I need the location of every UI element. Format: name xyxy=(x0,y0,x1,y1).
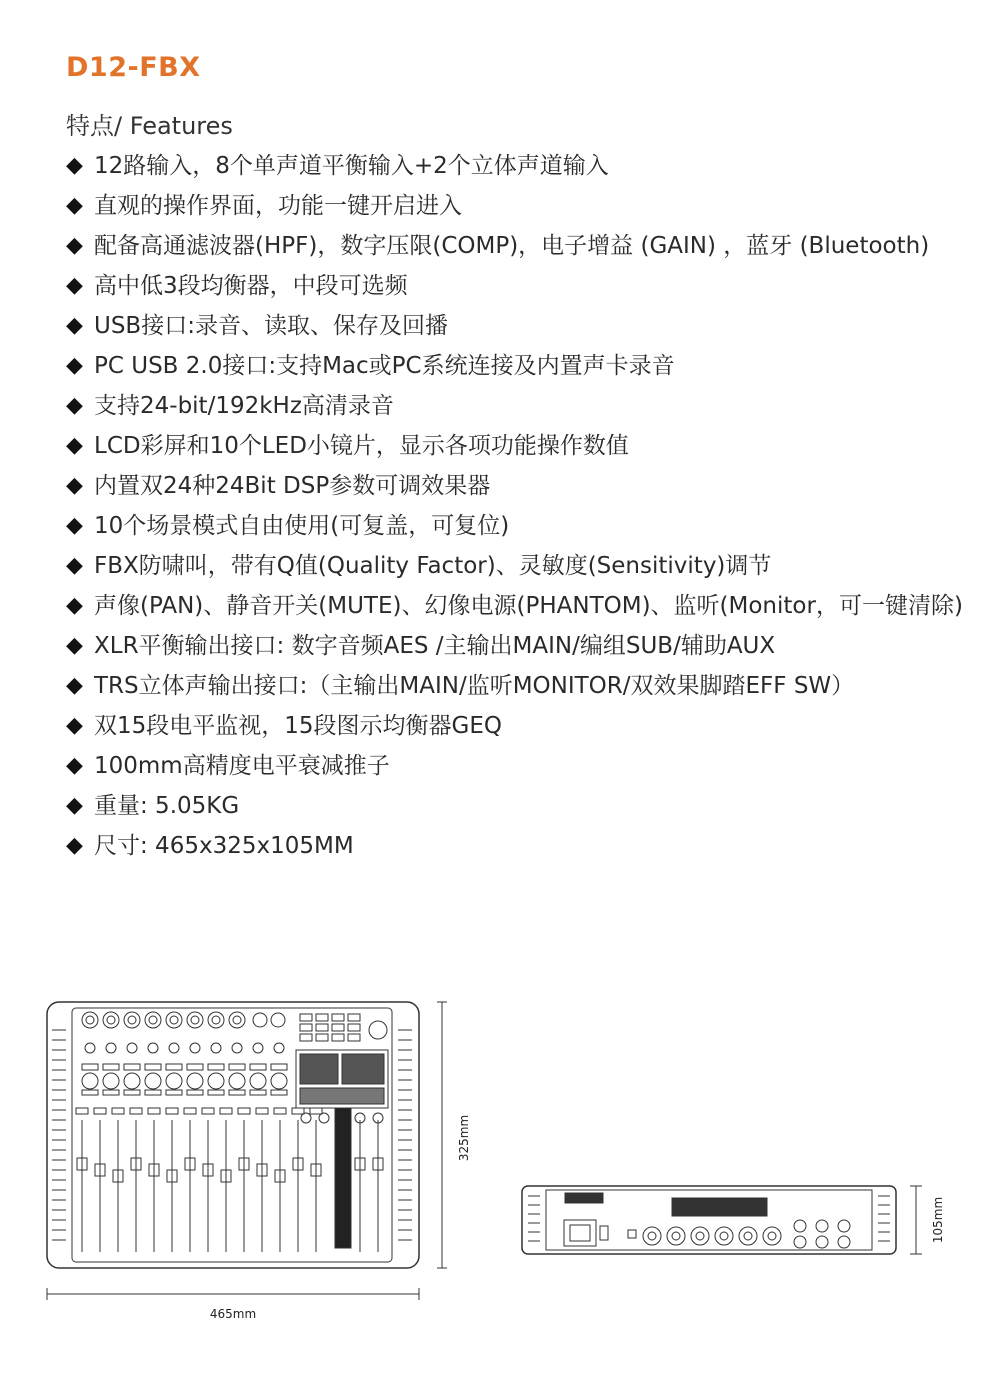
feature-item xyxy=(66,506,966,546)
feature-text: PC USB 2.0接口:支持Mac或PC系统连接及内置声卡录音 xyxy=(94,353,675,379)
feature-text: 尺寸: 465x325x105MM xyxy=(94,833,354,859)
feature-item xyxy=(66,706,966,746)
product-title: D12-FBX xyxy=(66,52,201,83)
bullet-diamond-icon: ◆ xyxy=(66,273,83,298)
features-list xyxy=(66,146,966,866)
bullet-diamond-icon: ◆ xyxy=(66,313,83,338)
bullet-diamond-icon: ◆ xyxy=(66,713,83,738)
feature-text: USB接口:录音、读取、保存及回播 xyxy=(94,313,448,339)
feature-item xyxy=(66,266,966,306)
height-dimension xyxy=(910,1186,922,1254)
rear-view-drawing xyxy=(522,1186,896,1254)
bullet-diamond-icon: ◆ xyxy=(66,393,83,418)
feature-item xyxy=(66,386,966,426)
feature-text: 重量: 5.05KG xyxy=(94,793,240,819)
top-view-drawing xyxy=(47,1002,419,1268)
feature-text: 直观的操作界面，功能一键开启进入 xyxy=(94,193,462,219)
feature-item xyxy=(66,426,966,466)
width-dimension xyxy=(47,1288,419,1300)
feature-item xyxy=(66,346,966,386)
feature-item xyxy=(66,226,966,266)
bullet-diamond-icon: ◆ xyxy=(66,473,83,498)
feature-item xyxy=(66,586,966,626)
feature-item xyxy=(66,746,966,786)
feature-item xyxy=(66,186,966,226)
width-label: 465mm xyxy=(209,1307,257,1321)
feature-text: 内置双24种24Bit DSP参数可调效果器 xyxy=(94,473,491,499)
bullet-diamond-icon: ◆ xyxy=(66,513,83,538)
bullet-diamond-icon: ◆ xyxy=(66,193,83,218)
feature-text: LCD彩屏和10个LED小镜片，显示各项功能操作数值 xyxy=(94,433,629,459)
bullet-diamond-icon: ◆ xyxy=(66,233,83,258)
feature-text: XLR平衡输出接口: 数字音频AES /主输出MAIN/编组SUB/辅助AUX xyxy=(94,633,776,659)
product-drawings xyxy=(0,990,990,1400)
bullet-diamond-icon: ◆ xyxy=(66,553,83,578)
bullet-diamond-icon: ◆ xyxy=(66,793,83,818)
features-heading: 特点/ Features xyxy=(66,112,233,140)
feature-item xyxy=(66,146,966,186)
feature-item xyxy=(66,786,966,826)
feature-text: 双15段电平监视，15段图示均衡器GEQ xyxy=(94,713,502,739)
height-label: 105mm xyxy=(931,1196,945,1244)
feature-text: 10个场景模式自由使用(可复盖，可复位) xyxy=(94,513,510,539)
bullet-diamond-icon: ◆ xyxy=(66,153,83,178)
feature-text: 声像(PAN)、静音开关(MUTE)、幻像电源(PHANTOM)、监听(Monitor，可一键清除) xyxy=(94,593,963,619)
feature-item xyxy=(66,666,966,706)
bullet-diamond-icon: ◆ xyxy=(66,593,83,618)
depth-label: 325mm xyxy=(457,1114,471,1162)
bullet-diamond-icon: ◆ xyxy=(66,833,83,858)
feature-text: 高中低3段均衡器，中段可选频 xyxy=(94,273,408,299)
bullet-diamond-icon: ◆ xyxy=(66,753,83,778)
depth-dimension xyxy=(437,1002,447,1268)
feature-item xyxy=(66,546,966,586)
feature-item xyxy=(66,626,966,666)
feature-item xyxy=(66,826,966,866)
feature-text: 100mm高精度电平衰减推子 xyxy=(94,753,390,779)
feature-text: 配备高通滤波器(HPF)，数字压限(COMP)，电子增益 (GAIN) ，蓝牙 (Bluetooth) xyxy=(94,233,930,259)
feature-text: 12路输入，8个单声道平衡输入+2个立体声道输入 xyxy=(94,153,609,179)
feature-text: TRS立体声输出接口:（主输出MAIN/监听MONITOR/双效果脚踏EFF SW） xyxy=(94,673,855,699)
bullet-diamond-icon: ◆ xyxy=(66,633,83,658)
bullet-diamond-icon: ◆ xyxy=(66,433,83,458)
feature-text: 支持24-bit/192kHz高清录音 xyxy=(94,393,394,419)
bullet-diamond-icon: ◆ xyxy=(66,353,83,378)
feature-item xyxy=(66,306,966,346)
feature-text: FBX防啸叫，带有Q值(Quality Factor)、灵敏度(Sensitivity)调节 xyxy=(94,553,772,579)
bullet-diamond-icon: ◆ xyxy=(66,673,83,698)
feature-item xyxy=(66,466,966,506)
